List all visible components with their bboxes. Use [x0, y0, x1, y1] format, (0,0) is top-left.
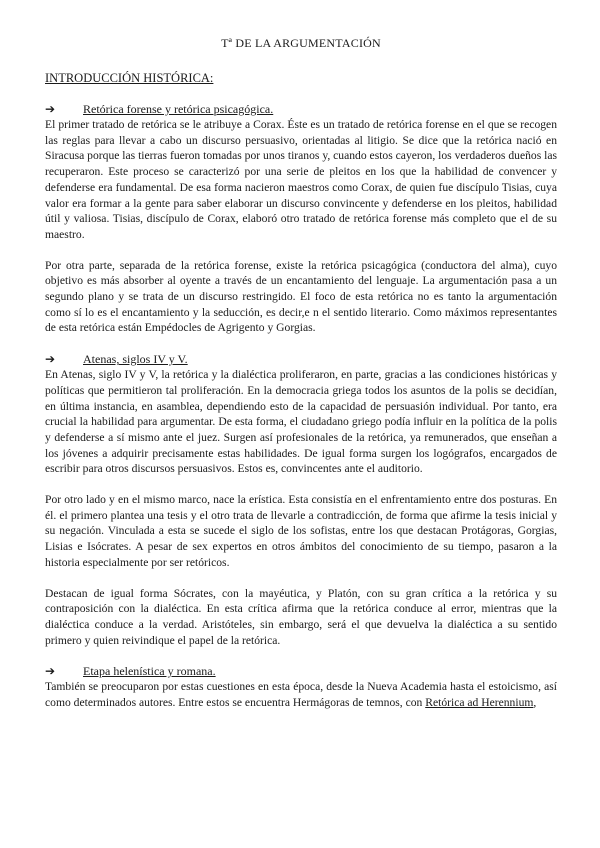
arrow-icon: ➔: [45, 352, 56, 367]
section-title: Etapa helenística y romana.: [83, 664, 216, 679]
paragraph-text: ,: [533, 696, 537, 710]
book-title-link: Retórica ad Herennium: [425, 696, 534, 710]
paragraph: Por otro lado y en el mismo marco, nace la erística. Esta consistía en el enfrentamiento entre dos posturas. En él. el primero plantea una tesis y el otro trata de llevarle a contradicción, de forma que afirme la tesis inicial y su negación. Vinculada a esta se sucede el siglo de los sofistas, entre los que destacan Protágoras, Gorgias, Lisias e Isócrates. A pesar de sex expertos en otros ámbitos del conocimiento de su tiempo, pasaron a la historia especialmente por ser retóricos.: [45, 493, 557, 569]
section-title: Retórica forense y retórica psicagógica.: [83, 102, 274, 116]
arrow-icon: ➔: [45, 102, 56, 116]
arrow-icon: ➔: [45, 664, 56, 679]
document-page: [45, 36, 557, 711]
paragraph: El primer tratado de retórica se le atribuye a Corax. Éste es un tratado de retórica forense en el que se recogen las reglas para llevar a cabo un discurso persuasivo, orientadas al litigio. Se dice que la retórica nació en Siracusa porque las tierras fueron tomadas por unos tiranos y, cuando estos cayeron, los verdaderos dueños las recuperaron. Este proceso se caracterizó por una serie de pleitos en los que la habilidad de convencer y defenderse era fundamental. De esa forma nacieron maestros como Corax, de quien fue discípulo Tisias, cuya valor era formar a la gente para saber elaborar un discurso convincente y defenderse en los pleitos, habilidad útil y valiosa. Tisias, discípulo de Corax, elaboró otro tratado de retórica forense más completo que el de su maestro.: [45, 118, 557, 241]
document-title: Tª DE LA ARGUMENTACIÓN: [221, 36, 381, 50]
intro-heading: INTRODUCCIÓN HISTÓRICA:: [45, 71, 214, 85]
section-heading-helenistica: [45, 663, 557, 679]
section-heading-retorica: [45, 101, 557, 117]
section-heading-atenas: [45, 351, 557, 367]
paragraph: Destacan de igual forma Sócrates, con la mayéutica, y Platón, con su gran crítica a la retórica y su contraposición con la dialéctica. En esta crítica afirma que la retórica conduce al error, mientras que la dialéctica conduce a la verdad. Aristóteles, sin embargo, será el que devuelva la dialéctica a su sentido primero y quien reivindique el papel de la retórica.: [45, 586, 557, 647]
paragraph-text: También se preocuparon por estas cuestiones en esta época, desde la Nueva Academia hasta el estoicismo, así como determinados autores. Entre estos se encuentra Hermágoras de temnos, con: [45, 680, 557, 710]
paragraph: Por otra parte, separada de la retórica forense, existe la retórica psicagógica (conductora del alma), cuyo objetivo es más absorber al oyente a través de un encantamiento del lenguaje. La argumentación pasa a un segundo plano y se trata de un discurso restringido. El foco de esta retórica no es tanto la argumentación como sí lo es el encantamiento y la seducción, es decir,e n el sentido literario. Como máximos representantes de esta retórica están Empédocles de Agrigento y Gorgias.: [45, 258, 557, 335]
section-title: Atenas, siglos IV y V.: [83, 352, 188, 367]
paragraph: En Atenas, siglo IV y V, la retórica y la dialéctica proliferaron, en parte, gracias a las condiciones históricas y políticas que permitieron tal proliferación. En la democracia griega todos los asuntos de la polis se decidían, en última instancia, en asamblea, dependiendo esto de la capacidad de persuasión individual. Por tanto, era crucial la habilidad para argumentar. De esta forma, el ciudadano griego podía influir en la política de la polis y defenderse a sí mismo ante el juez. Surgen así profesionales de la retórica, ya remunerados, que enseñan a los jóvenes a adquirir precisamente estas habilidades. De igual forma surgen los logógrafos, encargados de escribir para otros discursos persuasivos. Estos es, convincentes ante el auditorio.: [45, 368, 557, 476]
paragraph: [45, 679, 557, 710]
